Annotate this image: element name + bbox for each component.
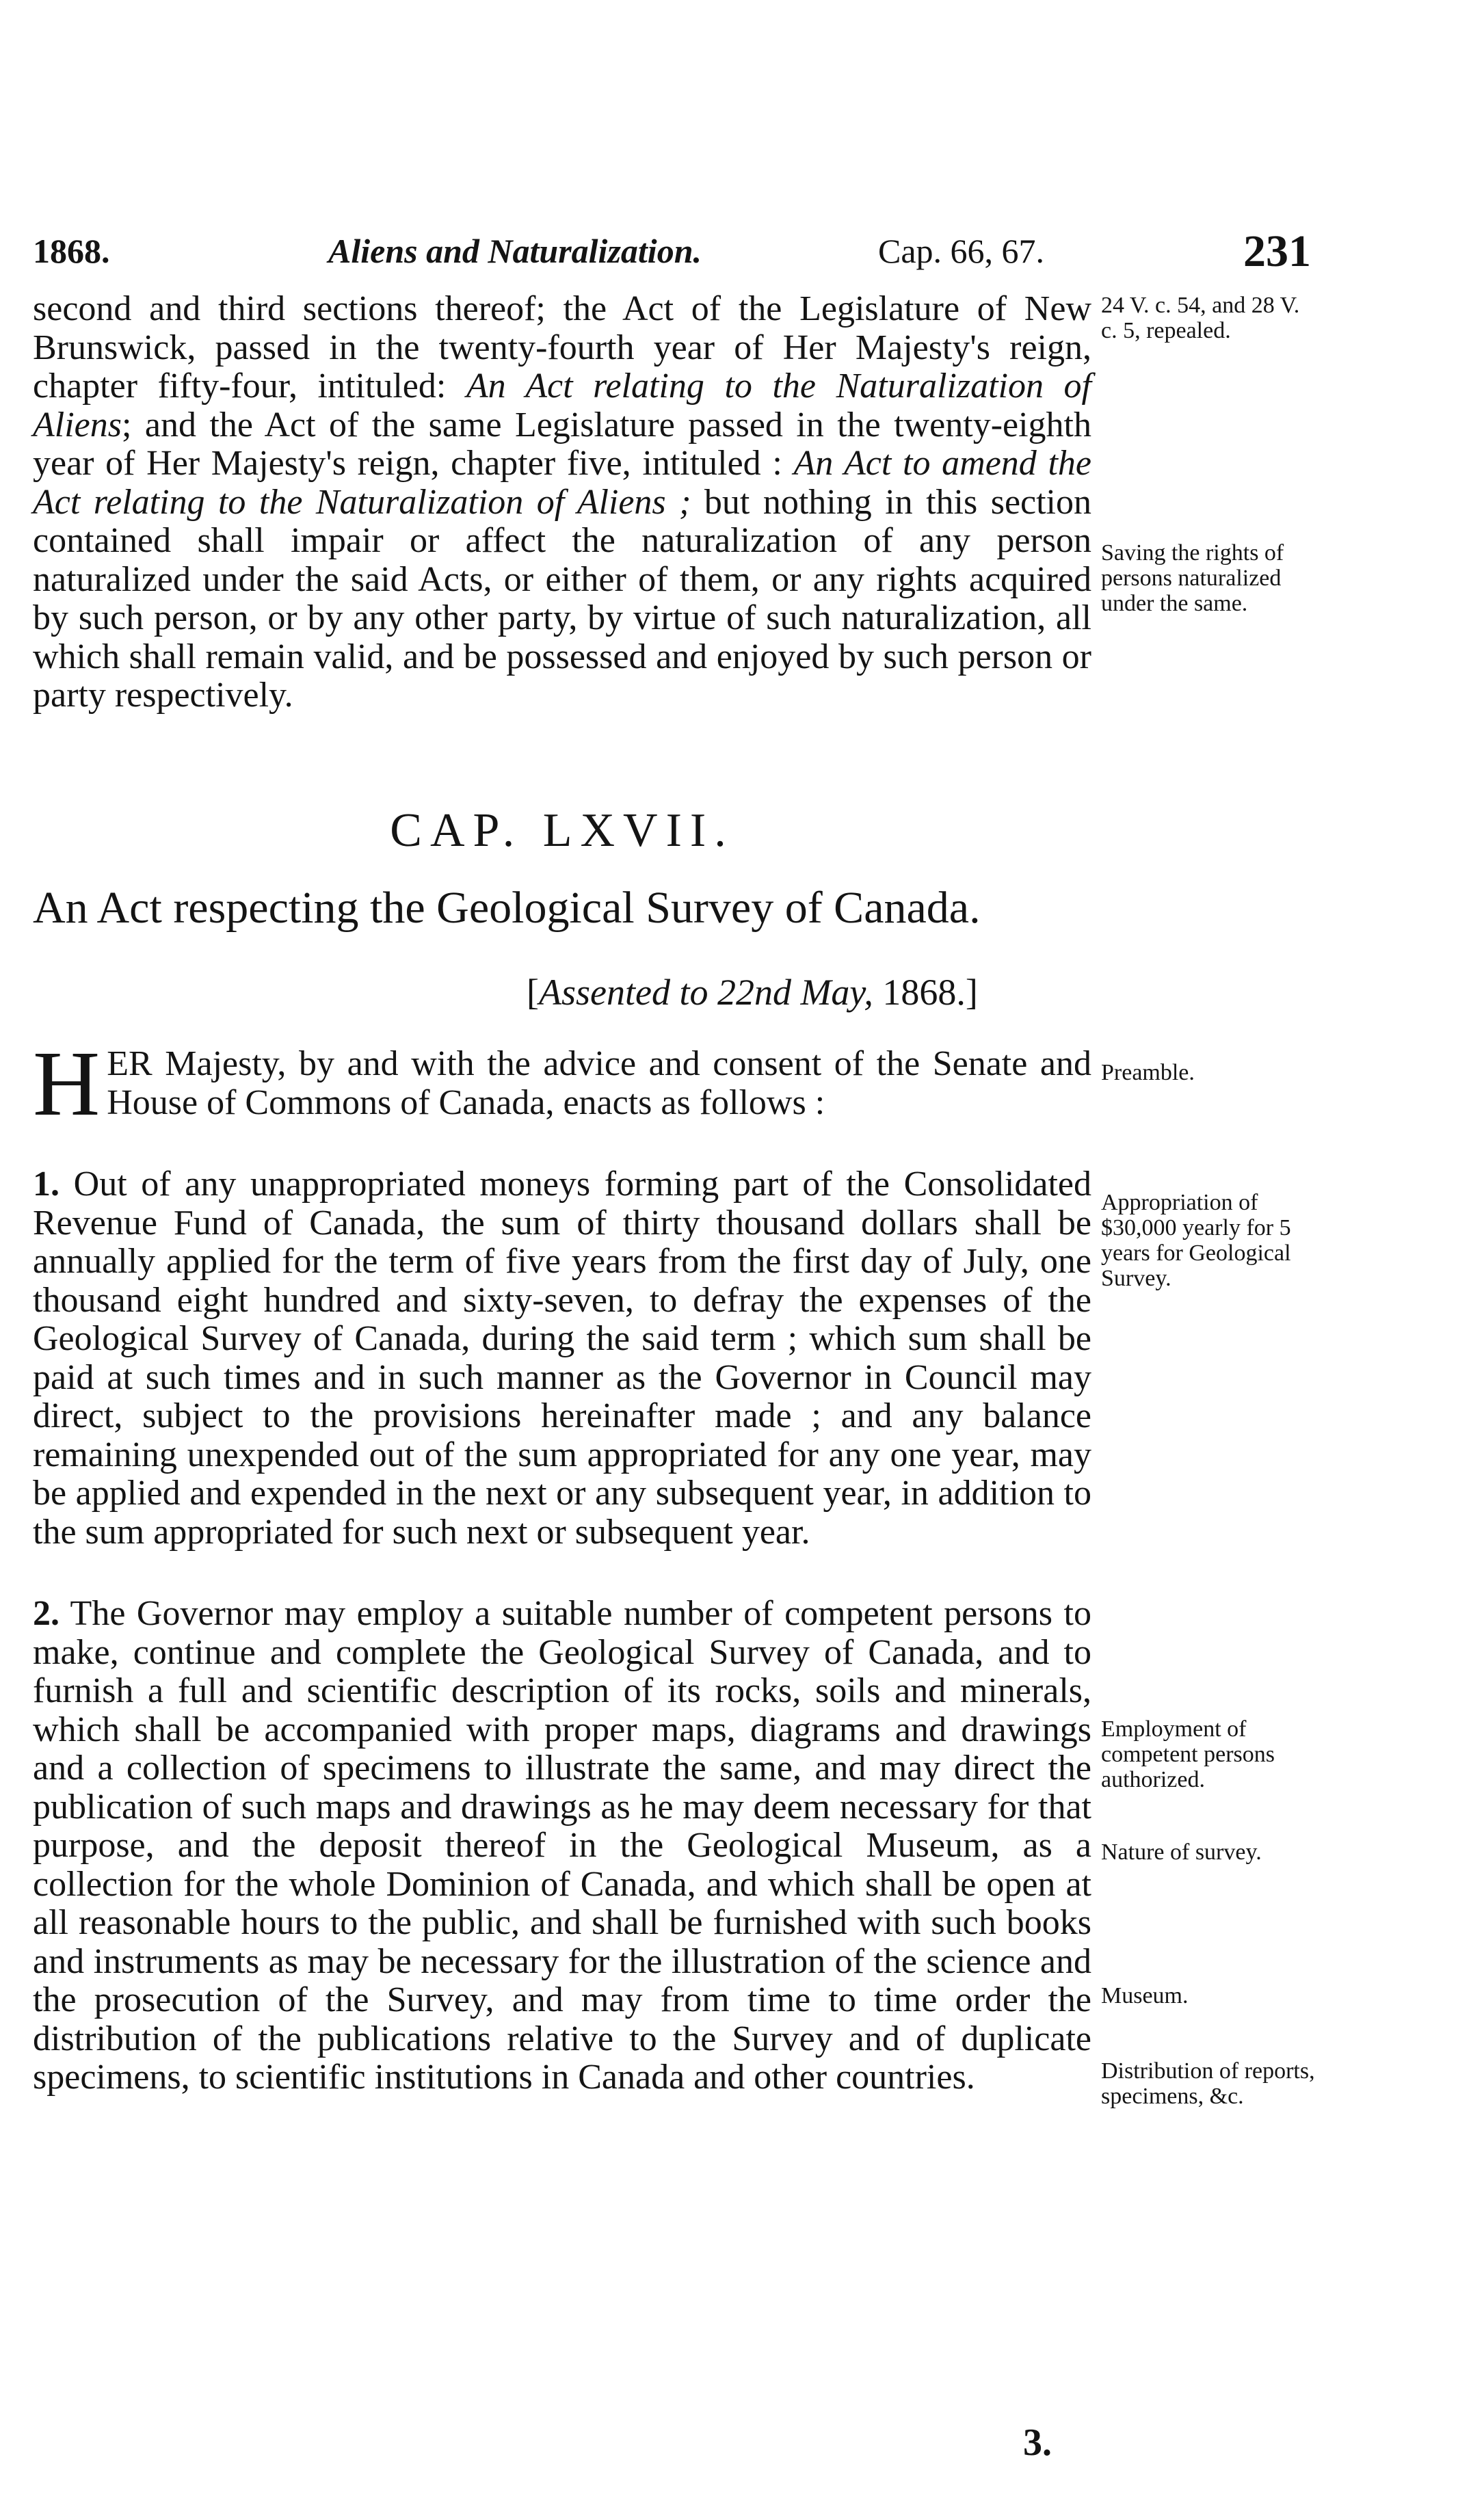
act-citation: An Act relating to the Naturalization of Aliens	[33, 367, 1091, 444]
preamble-paragraph: HER Majesty, by and with the advice and consent of the Senate and House of Commons of Canada, enacts as follows :	[33, 1033, 1091, 1135]
header-chapters: Cap. 66, 67.	[878, 232, 1045, 270]
margin-note-saving: Saving the rights of persons naturalized under the same.	[1101, 540, 1284, 616]
act-citation: An Act to amend the Act relating to the Naturalization of Aliens ;	[33, 444, 1091, 522]
margin-note-repealed: 24 V. c. 54, and 28 V. c. 5, repealed.	[1101, 293, 1300, 343]
section-2: 2. The Governor may employ a suitable number of competent persons to make, continue and complete the Geological Survey of Canada, and to furnish a full and scientific description of its rocks, soils and minerals, which shall be accompanied with proper maps, diagrams and drawings and a collection of specimens to illustrate the same, and may direct the publication of such maps and drawings as he may deem necessary for that purpose, and the deposit thereof in the Geological Museum, as a collection for the whole Dominion of Canada, and which shall be open at all reasonable hours to the public, and shall be furnished with such books and instruments as may be necessary for the illustration of the science and the prosecution of the Survey, and may from time to time order the distribution of the publications relative to the Survey and of duplicate specimens, to scientific institutions in Canada and other countries.	[33, 1594, 1091, 2097]
continuation-paragraph: second and third sections thereof; the Act of the Legislature of New Brunswick, passed in the twenty-fourth year of Her Majesty's reign, chapter fifty-four, intituled: An Act relating to the Naturalization of Aliens; and the Act of the same Legislature passed in the twenty-eighth year of Her Majesty's reign, chapter five, intituled : An Act to amend the Act relating to the Naturalization of Aliens ; but nothing in this section contained shall impair or affect the naturalization of any person naturalized under the said Acts, or either of them, or any rights acquired by such person, or by any other party, by virtue of such naturalization, all which shall remain valid, and be possessed and enjoyed by such person or party respectively.	[33, 289, 1091, 715]
drop-cap: H	[33, 1033, 101, 1135]
header-title: Aliens and Naturalization.	[328, 232, 702, 270]
margin-note-nature: Nature of survey.	[1101, 1840, 1262, 1865]
margin-note-preamble: Preamble.	[1101, 1060, 1195, 1085]
section-1: 1. Out of any unappropriated moneys forming part of the Consolidated Revenue Fund of Canada, the sum of thirty thousand dollars shall be annually applied for the term of five years from the first day of July, one thousand eight hundred and sixty-seven, to defray the expenses of the Geological Survey of Canada, during the said term ; which sum shall be paid at such times and in such manner as the Governor in Council may direct, subject to the provisions hereinafter made ; and any balance remaining unexpended out of the sum appropriated for any one year, may be applied and expended in the next or any subsequent year, in addition to the sum appropriated for such next or subsequent year.	[33, 1165, 1091, 1552]
margin-note-distribution: Distribution of reports, specimens, &c.	[1101, 2058, 1315, 2109]
margin-note-appropriation: Appropriation of $30,000 yearly for 5 years for Geological Survey.	[1101, 1190, 1291, 1291]
chapter-body	[33, 1033, 1091, 2097]
section-number: 1.	[33, 1165, 59, 1204]
chapter-number: CAP. LXVII.	[390, 804, 734, 857]
header-year: 1868.	[33, 232, 110, 270]
margin-note-museum: Museum.	[1101, 1983, 1189, 2008]
running-header	[33, 226, 1311, 280]
page-number: 231	[1243, 226, 1311, 276]
act-title: An Act respecting the Geological Survey of Canada.	[33, 883, 981, 933]
margin-note-employment: Employment of competent persons authorized.	[1101, 1716, 1275, 1792]
assent-date: [Assented to 22nd May, 1868.]	[527, 972, 978, 1013]
continuation-block	[33, 290, 1091, 715]
section-number: 2.	[33, 1594, 59, 1633]
catchword: 3.	[1023, 2421, 1052, 2464]
